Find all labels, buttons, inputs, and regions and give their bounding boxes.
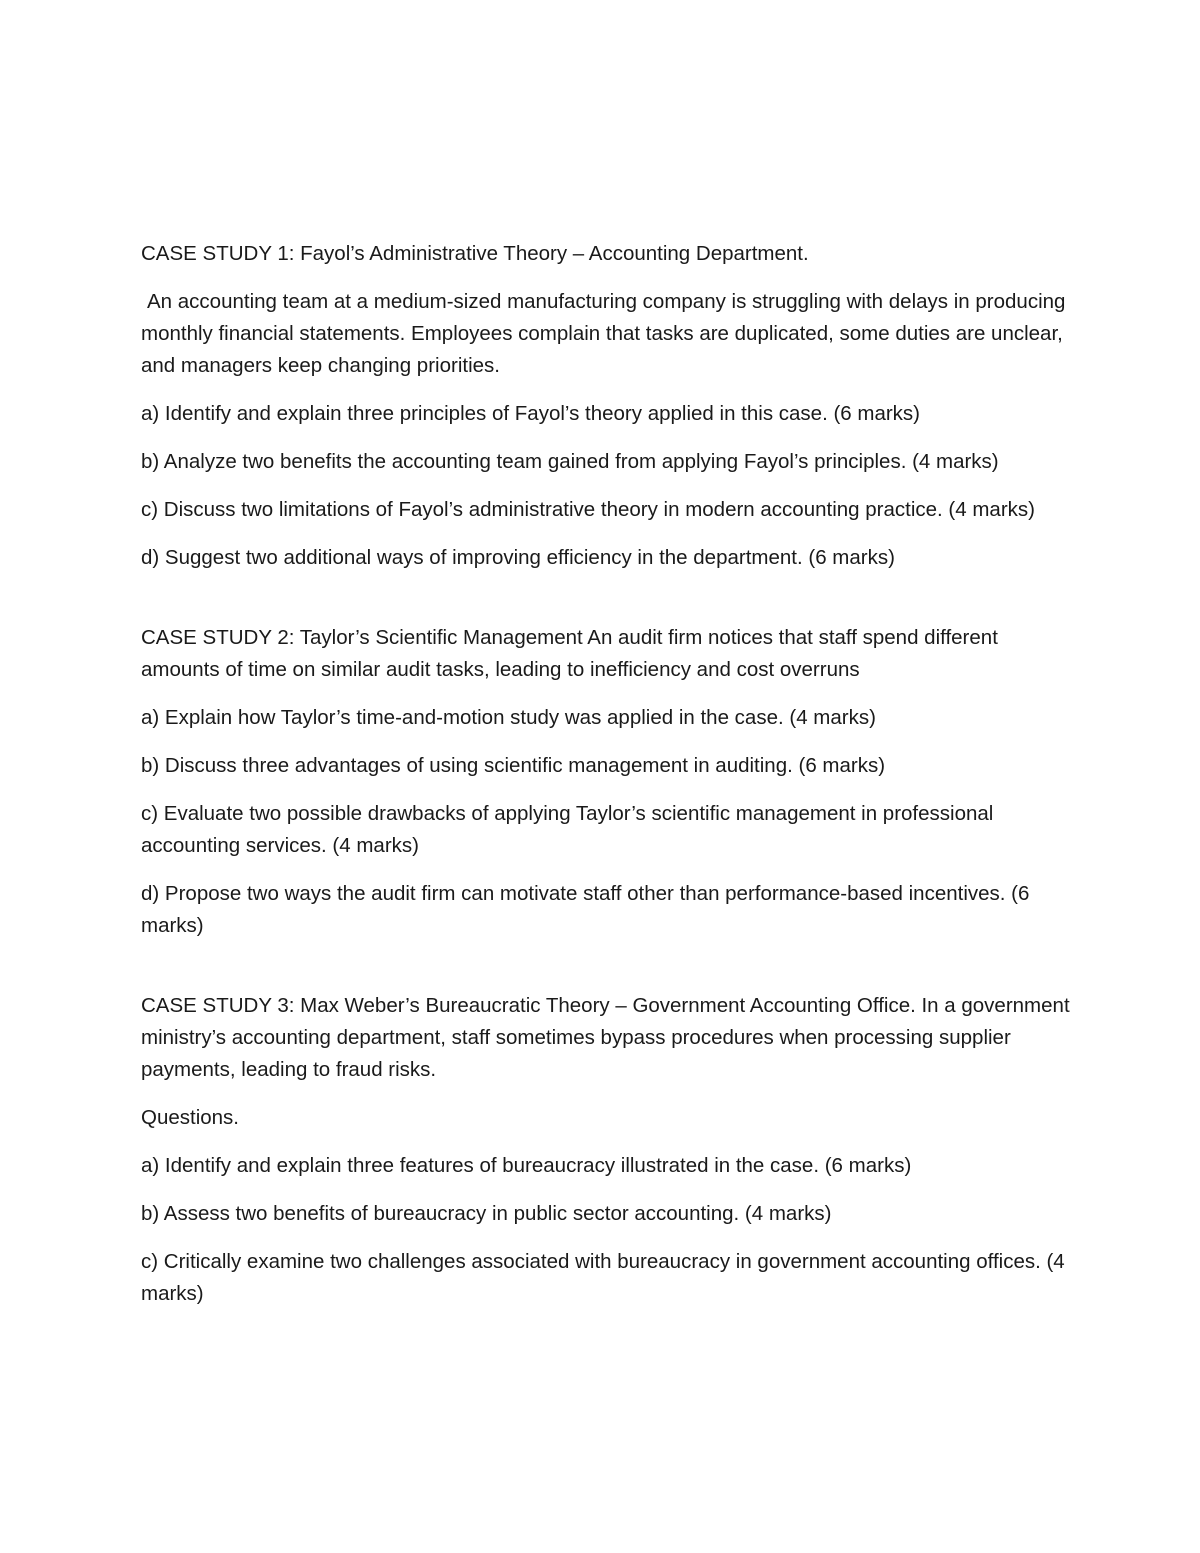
case3-question-b: b) Assess two benefits of bureaucracy in public sector accounting. (4 marks): [141, 1202, 832, 1225]
case2-question-b: b) Discuss three advantages of using scientific management in auditing. (6 marks): [141, 754, 886, 777]
case3-questions-label: Questions.: [141, 1106, 239, 1129]
case2-question-d: d) Propose two ways the audit firm can motivate staff other than performance-based incentives. (6 marks): [141, 882, 1030, 937]
case2-question-a: a) Explain how Taylor’s time-and-motion study was applied in the case. (4 marks): [141, 706, 876, 729]
case1-heading: CASE STUDY 1: Fayol’s Administrative Theory – Accounting Department.: [141, 242, 809, 265]
section-spacer: [141, 958, 1081, 990]
case3-question-a: a) Identify and explain three features of bureaucracy illustrated in the case. (6 marks): [141, 1154, 912, 1177]
case3-question-c: c) Critically examine two challenges associated with bureaucracy in government accounting offices. (4 marks): [141, 1250, 1065, 1305]
case2-heading: CASE STUDY 2: Taylor’s Scientific Management An audit firm notices that staff spend different amounts of time on similar audit tasks, leading to inefficiency and cost overruns: [141, 626, 998, 681]
case1-intro: An accounting team at a medium-sized manufacturing company is struggling with delays in producing monthly financial statements. Employees complain that tasks are duplicated, some duties are unclear, and managers keep changing priorities.: [141, 290, 1066, 377]
case1-question-d: d) Suggest two additional ways of improving efficiency in the department. (6 marks): [141, 546, 895, 569]
case2-question-c: c) Evaluate two possible drawbacks of applying Taylor’s scientific management in professional accounting services. (4 marks): [141, 802, 994, 857]
section-spacer: [141, 590, 1081, 622]
case1-question-b: b) Analyze two benefits the accounting team gained from applying Fayol’s principles. (4 marks): [141, 450, 999, 473]
document-page: [141, 238, 1081, 1326]
case1-question-a: a) Identify and explain three principles of Fayol’s theory applied in this case. (6 marks): [141, 402, 921, 425]
case3-heading: CASE STUDY 3: Max Weber’s Bureaucratic Theory – Government Accounting Office. In a government ministry’s accounting department, staff sometimes bypass procedures when processing supplier payments, leading to fraud risks.: [141, 994, 1070, 1081]
case1-question-c: c) Discuss two limitations of Fayol’s administrative theory in modern accounting practice. (4 marks): [141, 498, 1035, 521]
